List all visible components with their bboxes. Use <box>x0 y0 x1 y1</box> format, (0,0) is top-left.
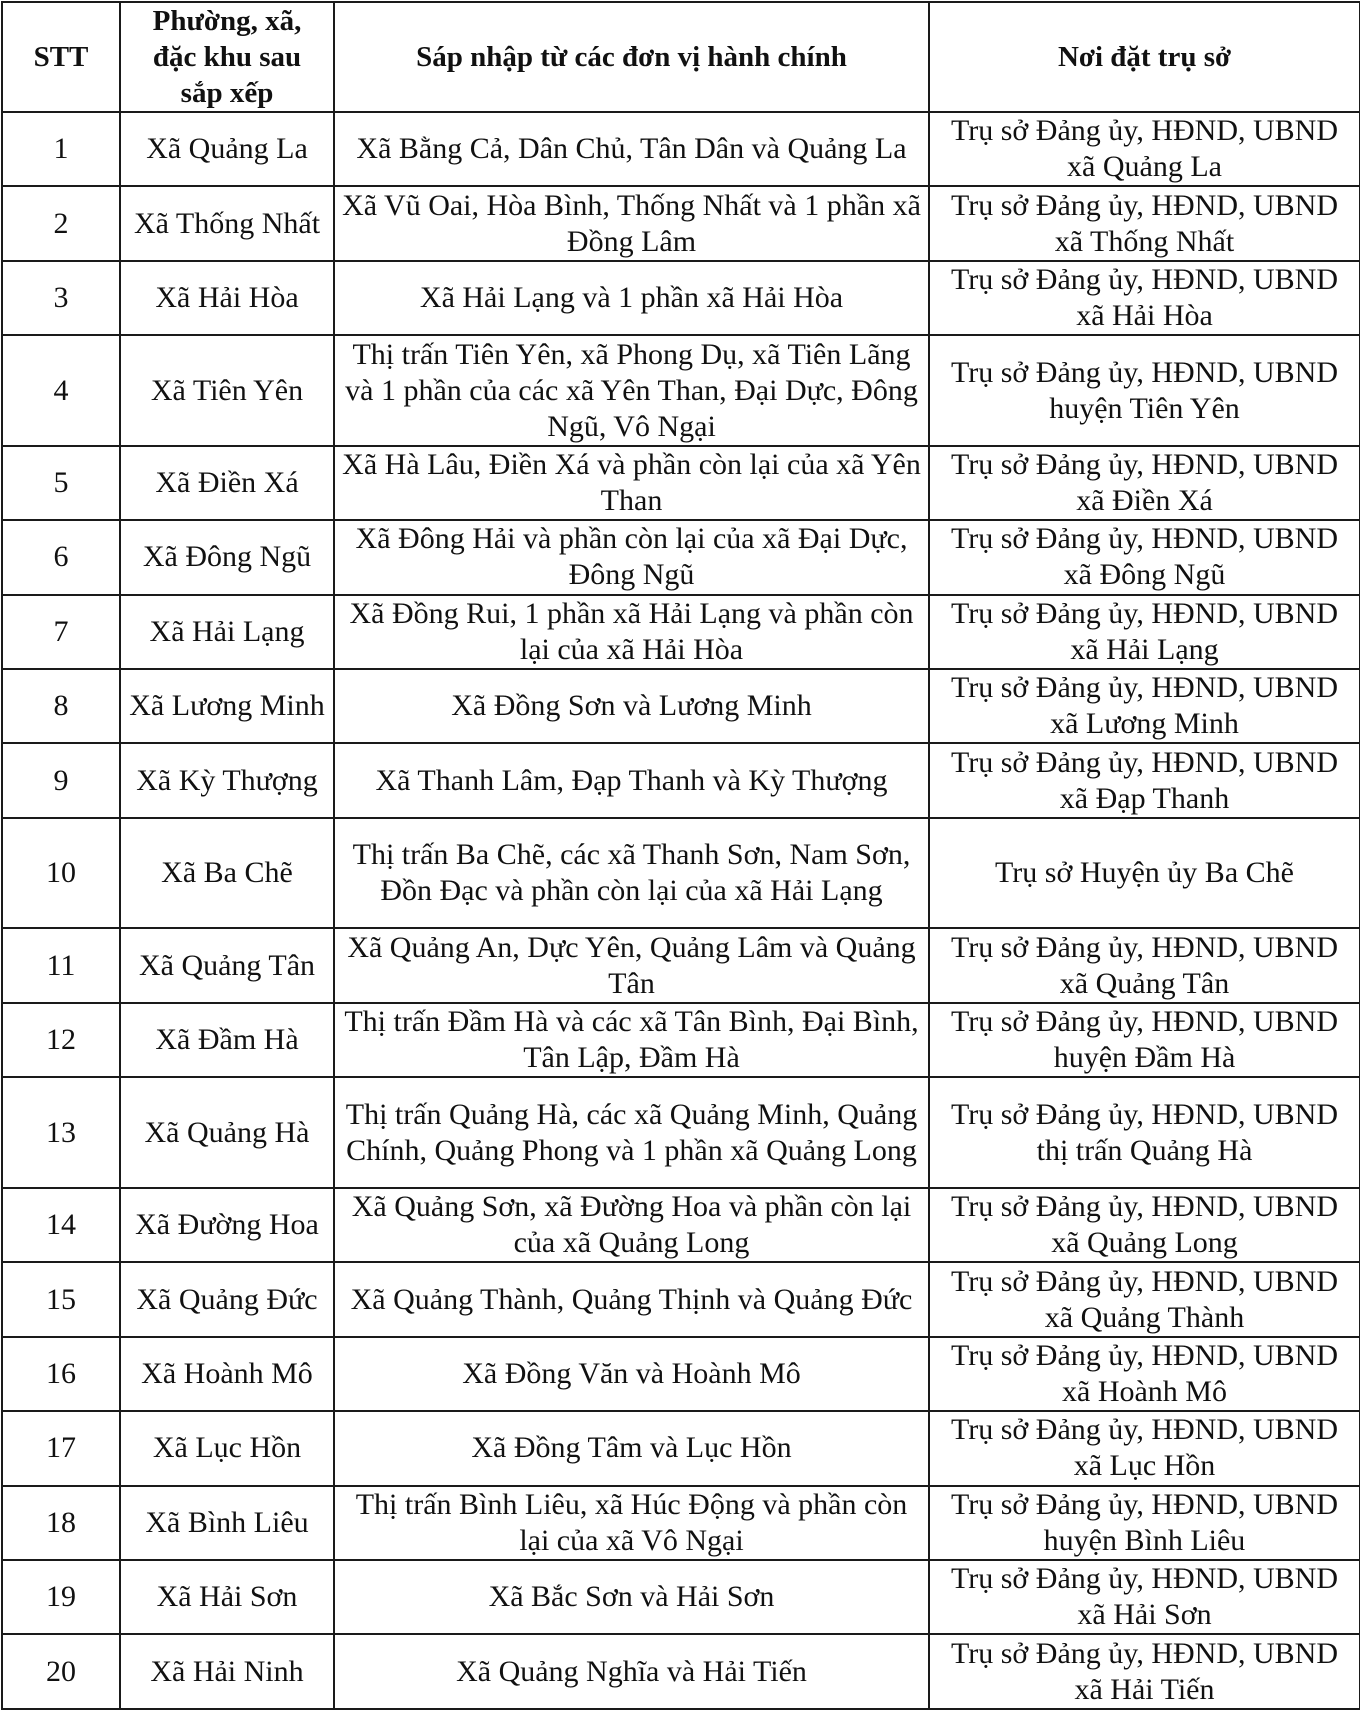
cell-merged-from: Thị trấn Tiên Yên, xã Phong Dụ, xã Tiên Lãng và 1 phần của các xã Yên Than, Đại Dực, Đông Ngũ, Vô Ngại <box>334 335 929 446</box>
cell-stt: 14 <box>2 1188 120 1262</box>
cell-office: Trụ sở Đảng ủy, HĐND, UBND xã Hải Tiến <box>929 1634 1360 1709</box>
cell-stt: 12 <box>2 1003 120 1077</box>
table-row <box>2 446 1360 520</box>
cell-ward-name: Xã Đường Hoa <box>120 1188 334 1262</box>
cell-office: Trụ sở Đảng ủy, HĐND, UBND huyện Bình Liêu <box>929 1486 1360 1560</box>
cell-stt: 10 <box>2 818 120 929</box>
cell-stt: 1 <box>2 112 120 186</box>
cell-office: Trụ sở Đảng ủy, HĐND, UBND huyện Đầm Hà <box>929 1003 1360 1077</box>
header-ward-line: Phường, xã, <box>152 5 302 37</box>
table-row <box>2 112 1360 186</box>
cell-ward-name: Xã Thống Nhất <box>120 186 334 260</box>
table-row <box>2 743 1360 817</box>
cell-ward-name: Xã Đông Ngũ <box>120 520 334 594</box>
cell-office: Trụ sở Đảng ủy, HĐND, UBND xã Quảng Tân <box>929 928 1360 1002</box>
cell-merged-from: Thị trấn Ba Chẽ, các xã Thanh Sơn, Nam Sơn, Đồn Đạc và phần còn lại của xã Hải Lạng <box>334 818 929 929</box>
table-row <box>2 186 1360 260</box>
cell-stt: 16 <box>2 1337 120 1411</box>
administrative-merger-table <box>1 1 1360 1710</box>
table-row <box>2 1634 1360 1709</box>
table-row <box>2 928 1360 1002</box>
cell-stt: 9 <box>2 743 120 817</box>
table-row <box>2 1411 1360 1485</box>
table-row <box>2 261 1360 335</box>
cell-office: Trụ sở Đảng ủy, HĐND, UBND xã Quảng Long <box>929 1188 1360 1262</box>
cell-merged-from: Xã Hải Lạng và 1 phần xã Hải Hòa <box>334 261 929 335</box>
cell-ward-name: Xã Ba Chẽ <box>120 818 334 929</box>
cell-ward-name: Xã Hải Hòa <box>120 261 334 335</box>
cell-merged-from: Xã Vũ Oai, Hòa Bình, Thống Nhất và 1 phần xã Đồng Lâm <box>334 186 929 260</box>
cell-office: Trụ sở Đảng ủy, HĐND, UBND xã Quảng La <box>929 112 1360 186</box>
cell-stt: 4 <box>2 335 120 446</box>
cell-office: Trụ sở Đảng ủy, HĐND, UBND xã Hoành Mô <box>929 1337 1360 1411</box>
cell-merged-from: Xã Thanh Lâm, Đạp Thanh và Kỳ Thượng <box>334 743 929 817</box>
cell-ward-name: Xã Đầm Hà <box>120 1003 334 1077</box>
cell-office: Trụ sở Đảng ủy, HĐND, UBND xã Hải Lạng <box>929 595 1360 669</box>
header-stt: STT <box>2 2 120 112</box>
cell-merged-from: Xã Đông Hải và phần còn lại của xã Đại Dực, Đông Ngũ <box>334 520 929 594</box>
cell-office: Trụ sở Đảng ủy, HĐND, UBND xã Hải Sơn <box>929 1560 1360 1634</box>
cell-office: Trụ sở Huyện ủy Ba Chẽ <box>929 818 1360 929</box>
cell-ward-name: Xã Kỳ Thượng <box>120 743 334 817</box>
cell-ward-name: Xã Hải Ninh <box>120 1634 334 1709</box>
cell-ward-name: Xã Bình Liêu <box>120 1486 334 1560</box>
cell-merged-from: Xã Quảng An, Dực Yên, Quảng Lâm và Quảng Tân <box>334 928 929 1002</box>
table-row <box>2 1188 1360 1262</box>
cell-ward-name: Xã Quảng Hà <box>120 1077 334 1188</box>
table-row <box>2 1003 1360 1077</box>
cell-ward-name: Xã Lương Minh <box>120 669 334 743</box>
header-ward-line: sắp xếp <box>180 77 274 109</box>
cell-ward-name: Xã Tiên Yên <box>120 335 334 446</box>
cell-stt: 20 <box>2 1634 120 1709</box>
cell-merged-from: Xã Quảng Sơn, xã Đường Hoa và phần còn lại của xã Quảng Long <box>334 1188 929 1262</box>
cell-stt: 13 <box>2 1077 120 1188</box>
cell-ward-name: Xã Hải Lạng <box>120 595 334 669</box>
header-row <box>2 2 1360 112</box>
cell-ward-name: Xã Quảng Đức <box>120 1262 334 1336</box>
cell-merged-from: Thị trấn Đầm Hà và các xã Tân Bình, Đại Bình, Tân Lập, Đầm Hà <box>334 1003 929 1077</box>
cell-merged-from: Xã Quảng Nghĩa và Hải Tiến <box>334 1634 929 1709</box>
cell-ward-name: Xã Lục Hồn <box>120 1411 334 1485</box>
table-row <box>2 669 1360 743</box>
table-row <box>2 818 1360 929</box>
cell-stt: 6 <box>2 520 120 594</box>
header-merged-from: Sáp nhập từ các đơn vị hành chính <box>334 2 929 112</box>
cell-ward-name: Xã Quảng La <box>120 112 334 186</box>
header-office: Nơi đặt trụ sở <box>929 2 1360 112</box>
cell-stt: 19 <box>2 1560 120 1634</box>
table-row <box>2 1337 1360 1411</box>
cell-merged-from: Xã Đồng Tâm và Lục Hồn <box>334 1411 929 1485</box>
cell-stt: 7 <box>2 595 120 669</box>
cell-merged-from: Xã Quảng Thành, Quảng Thịnh và Quảng Đức <box>334 1262 929 1336</box>
header-ward <box>120 2 334 112</box>
cell-office: Trụ sở Đảng ủy, HĐND, UBND xã Điền Xá <box>929 446 1360 520</box>
cell-office: Trụ sở Đảng ủy, HĐND, UBND thị trấn Quảng Hà <box>929 1077 1360 1188</box>
cell-ward-name: Xã Hải Sơn <box>120 1560 334 1634</box>
cell-office: Trụ sở Đảng ủy, HĐND, UBND xã Đông Ngũ <box>929 520 1360 594</box>
cell-office: Trụ sở Đảng ủy, HĐND, UBND xã Lục Hồn <box>929 1411 1360 1485</box>
cell-stt: 18 <box>2 1486 120 1560</box>
cell-ward-name: Xã Điền Xá <box>120 446 334 520</box>
table-row <box>2 335 1360 446</box>
cell-office: Trụ sở Đảng ủy, HĐND, UBND xã Đạp Thanh <box>929 743 1360 817</box>
table-row <box>2 520 1360 594</box>
cell-stt: 15 <box>2 1262 120 1336</box>
cell-ward-name: Xã Hoành Mô <box>120 1337 334 1411</box>
table-row <box>2 1077 1360 1188</box>
cell-office: Trụ sở Đảng ủy, HĐND, UBND xã Quảng Thành <box>929 1262 1360 1336</box>
table-row <box>2 595 1360 669</box>
cell-stt: 8 <box>2 669 120 743</box>
cell-stt: 2 <box>2 186 120 260</box>
table-row <box>2 1262 1360 1336</box>
cell-merged-from: Xã Bằng Cả, Dân Chủ, Tân Dân và Quảng La <box>334 112 929 186</box>
cell-stt: 11 <box>2 928 120 1002</box>
cell-office: Trụ sở Đảng ủy, HĐND, UBND huyện Tiên Yên <box>929 335 1360 446</box>
cell-merged-from: Xã Đồng Rui, 1 phần xã Hải Lạng và phần còn lại của xã Hải Hòa <box>334 595 929 669</box>
cell-stt: 3 <box>2 261 120 335</box>
table-row <box>2 1486 1360 1560</box>
cell-merged-from: Xã Hà Lâu, Điền Xá và phần còn lại của xã Yên Than <box>334 446 929 520</box>
cell-office: Trụ sở Đảng ủy, HĐND, UBND xã Lương Minh <box>929 669 1360 743</box>
cell-merged-from: Thị trấn Bình Liêu, xã Húc Động và phần còn lại của xã Vô Ngại <box>334 1486 929 1560</box>
cell-stt: 5 <box>2 446 120 520</box>
table-row <box>2 1560 1360 1634</box>
cell-merged-from: Xã Bắc Sơn và Hải Sơn <box>334 1560 929 1634</box>
cell-office: Trụ sở Đảng ủy, HĐND, UBND xã Thống Nhất <box>929 186 1360 260</box>
header-ward-line: đặc khu sau <box>152 41 302 73</box>
cell-ward-name: Xã Quảng Tân <box>120 928 334 1002</box>
cell-merged-from: Xã Đồng Sơn và Lương Minh <box>334 669 929 743</box>
cell-merged-from: Xã Đồng Văn và Hoành Mô <box>334 1337 929 1411</box>
cell-stt: 17 <box>2 1411 120 1485</box>
cell-merged-from: Thị trấn Quảng Hà, các xã Quảng Minh, Quảng Chính, Quảng Phong và 1 phần xã Quảng Long <box>334 1077 929 1188</box>
cell-office: Trụ sở Đảng ủy, HĐND, UBND xã Hải Hòa <box>929 261 1360 335</box>
